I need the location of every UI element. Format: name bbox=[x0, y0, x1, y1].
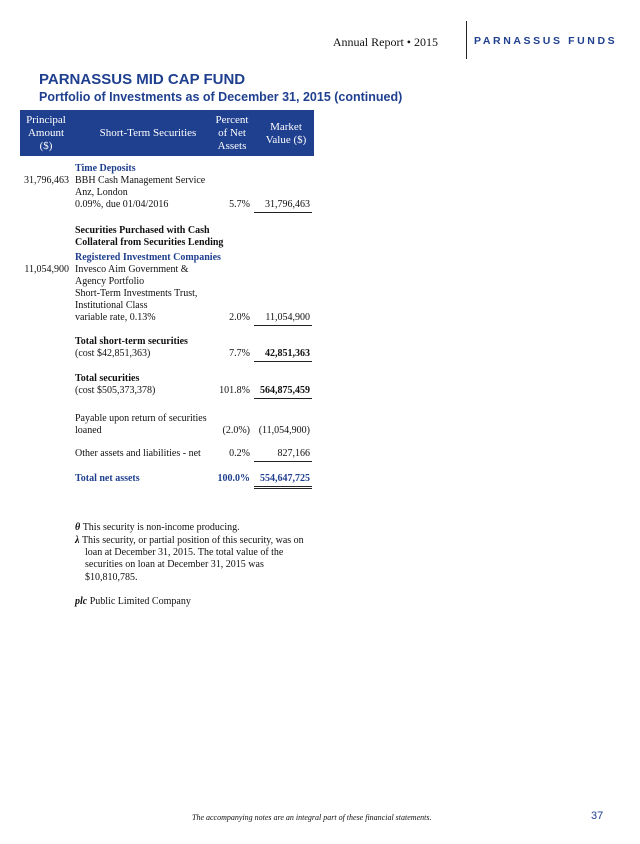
registered-line: variable rate, 0.13% bbox=[75, 312, 156, 323]
total-short-term-value: 42,851,363 bbox=[265, 348, 310, 359]
registered-line: Agency Portfolio bbox=[75, 276, 145, 287]
payable-line: loaned bbox=[75, 425, 102, 436]
footnote-non-income: θ This security is non-income producing. bbox=[75, 522, 240, 533]
footnote-plc: plc Public Limited Company bbox=[75, 596, 191, 607]
other-assets-label: Other assets and liabilities - net bbox=[75, 448, 201, 459]
total-net-assets-percent: 100.0% bbox=[217, 473, 250, 484]
underline bbox=[254, 486, 312, 487]
header-divider bbox=[466, 21, 467, 59]
time-deposits-line: BBH Cash Management Service bbox=[75, 175, 206, 186]
double-underline bbox=[254, 488, 312, 489]
underline bbox=[254, 398, 312, 399]
page-number: 37 bbox=[591, 810, 604, 822]
other-assets-value: 827,166 bbox=[277, 448, 310, 459]
total-net-assets-value: 554,647,725 bbox=[260, 473, 310, 484]
time-deposits-value: 31,796,463 bbox=[265, 199, 310, 210]
registered-value: 11,054,900 bbox=[265, 312, 310, 323]
time-deposits-heading: Time Deposits bbox=[75, 163, 136, 174]
total-short-term-cost: (cost $42,851,363) bbox=[75, 348, 151, 359]
registered-percent: 2.0% bbox=[229, 312, 250, 323]
registered-line: Invesco Aim Government & bbox=[75, 264, 189, 275]
payable-percent: (2.0%) bbox=[222, 425, 250, 436]
portfolio-subtitle: Portfolio of Investments as of December 31, 2015 (continued) bbox=[39, 90, 403, 104]
principal-column-header: Principal Amount ($) bbox=[26, 114, 66, 152]
footer-note: The accompanying notes are an integral part of these financial statements. bbox=[192, 813, 432, 822]
time-deposits-line: 0.09%, due 01/04/2016 bbox=[75, 199, 169, 210]
payable-value: (11,054,900) bbox=[258, 425, 310, 436]
market-value-column-header: Market Value ($) bbox=[265, 121, 307, 146]
total-net-assets-label: Total net assets bbox=[75, 473, 140, 484]
total-securities-cost: (cost $505,373,378) bbox=[75, 385, 156, 396]
registered-principal: 11,054,900 bbox=[24, 264, 69, 275]
plc-symbol: plc bbox=[75, 596, 88, 607]
underline bbox=[254, 212, 312, 213]
registered-heading: Registered Investment Companies bbox=[75, 252, 221, 263]
collateral-heading: Securities Purchased with Cash bbox=[75, 225, 210, 236]
description-column-header: Short-Term Securities bbox=[99, 127, 197, 139]
payable-line: Payable upon return of securities bbox=[75, 413, 207, 424]
lambda-symbol: λ bbox=[75, 535, 80, 546]
time-deposits-principal: 31,796,463 bbox=[24, 175, 69, 186]
total-securities-percent: 101.8% bbox=[219, 385, 250, 396]
total-short-term-percent: 7.7% bbox=[229, 348, 250, 359]
total-securities-value: 564,875,459 bbox=[260, 385, 310, 396]
fund-title: PARNASSUS MID CAP FUND bbox=[39, 71, 246, 88]
registered-line: Short-Term Investments Trust, bbox=[75, 288, 198, 299]
total-securities-label: Total securities bbox=[75, 373, 140, 384]
time-deposits-percent: 5.7% bbox=[229, 199, 250, 210]
theta-symbol: θ bbox=[75, 522, 81, 533]
underline bbox=[254, 325, 312, 326]
footnote-on-loan: λ This security, or partial position of this security, was on loan at December 31, 2015. The total value of the securities on loan at December 31, 2015 was $10,810,785. bbox=[75, 535, 304, 583]
collateral-heading: Collateral from Securities Lending bbox=[75, 237, 224, 248]
total-short-term-label: Total short-term securities bbox=[75, 336, 188, 347]
percent-column-header: Percent of Net Assets bbox=[215, 114, 249, 152]
report-label: Annual Report • 2015 bbox=[332, 35, 438, 49]
underline bbox=[254, 461, 312, 462]
other-assets-percent: 0.2% bbox=[229, 448, 250, 459]
time-deposits-line: Anz, London bbox=[75, 187, 128, 198]
underline bbox=[254, 361, 312, 362]
registered-line: Institutional Class bbox=[75, 300, 148, 311]
table-header bbox=[20, 110, 314, 156]
brand-name: PARNASSUS FUNDS bbox=[474, 35, 618, 47]
